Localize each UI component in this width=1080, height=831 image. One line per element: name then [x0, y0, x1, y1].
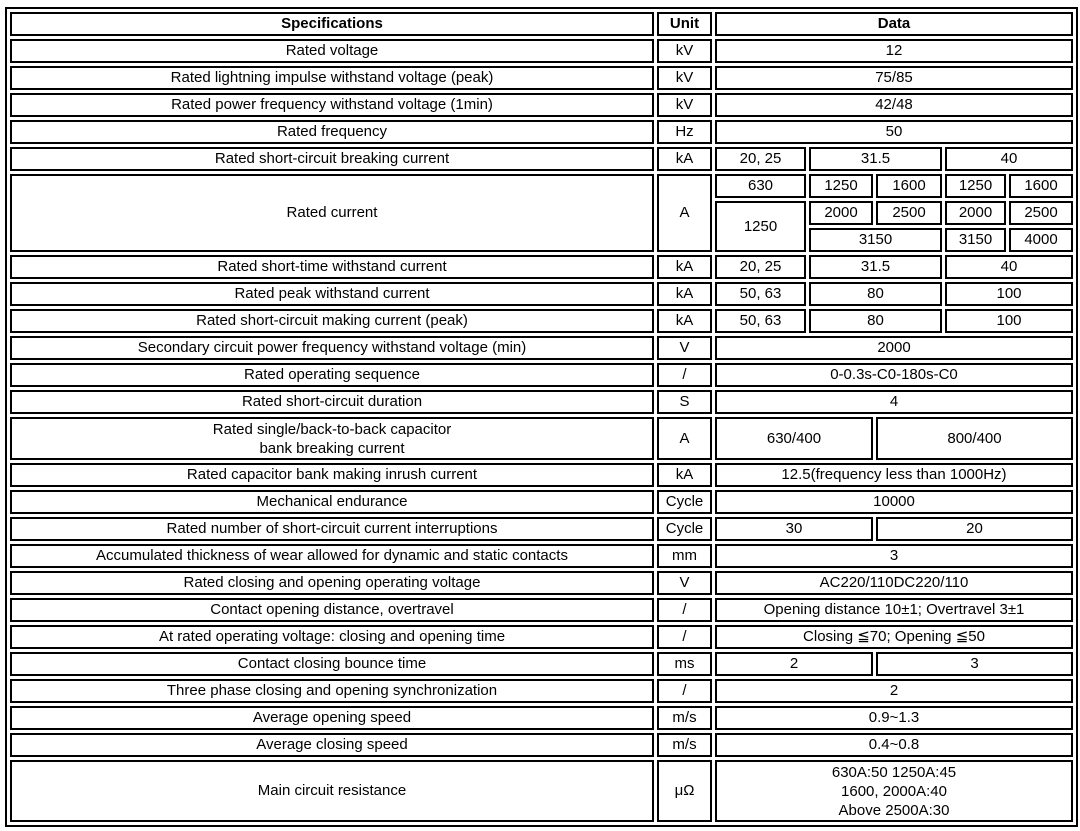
row-short-circuit-duration: [10, 390, 1073, 414]
row-peak-withstand-current: [10, 282, 1073, 306]
value-peak-withstand-current-col1: 50, 63: [715, 282, 806, 306]
spec-power-freq-voltage: Rated power frequency withstand voltage (1min): [10, 93, 654, 117]
unit-breaking-current: kA: [657, 147, 712, 171]
value-breaking-current-col1: 20, 25: [715, 147, 806, 171]
spec-bounce-time: Contact closing bounce time: [10, 652, 654, 676]
value-contact-opening: Opening distance 10±1; Overtravel 3±1: [715, 598, 1073, 622]
value-rated-current-r3c2: 3150: [945, 228, 1006, 252]
unit-power-freq-voltage: kV: [657, 93, 712, 117]
spec-contact-wear: Accumulated thickness of wear allowed for dynamic and static contacts: [10, 544, 654, 568]
value-main-circuit-resistance-line3: Above 2500A:30: [838, 801, 950, 819]
spec-opening-speed: Average opening speed: [10, 706, 654, 730]
unit-secondary-voltage: V: [657, 336, 712, 360]
unit-rated-voltage: kV: [657, 39, 712, 63]
value-short-time-current-col2: 31.5: [809, 255, 942, 279]
row-making-current: [10, 309, 1073, 333]
value-rated-current-r2c2: 2000: [809, 201, 873, 225]
spec-capacitor-breaking: [10, 417, 654, 460]
row-inrush-current: [10, 463, 1073, 487]
value-rated-current-r3c1: 3150: [809, 228, 942, 252]
value-rated-current-r1c1: 630: [715, 174, 806, 198]
row-short-time-current: [10, 255, 1073, 279]
row-mechanical-endurance: [10, 490, 1073, 514]
value-capacitor-breaking-right: 800/400: [876, 417, 1073, 460]
value-closing-opening-time: Closing ≦70; Opening ≦50: [715, 625, 1073, 649]
row-interruptions: [10, 517, 1073, 541]
unit-contact-opening: /: [657, 598, 712, 622]
row-operating-voltage: [10, 571, 1073, 595]
row-rated-current-1: [10, 174, 1073, 198]
value-rated-voltage: 12: [715, 39, 1073, 63]
value-mechanical-endurance: 10000: [715, 490, 1073, 514]
unit-rated-frequency: Hz: [657, 120, 712, 144]
spec-making-current: Rated short-circuit making current (peak): [10, 309, 654, 333]
spec-interruptions: Rated number of short-circuit current interruptions: [10, 517, 654, 541]
specifications-table: [5, 7, 1078, 827]
value-breaking-current-col3: 40: [945, 147, 1073, 171]
value-inrush-current: 12.5(frequency less than 1000Hz): [715, 463, 1073, 487]
unit-short-circuit-duration: S: [657, 390, 712, 414]
value-rated-current-r1c3: 1600: [876, 174, 942, 198]
unit-impulse-voltage: kV: [657, 66, 712, 90]
row-main-circuit-resistance: [10, 760, 1073, 822]
row-closing-speed: [10, 733, 1073, 757]
value-impulse-voltage: 75/85: [715, 66, 1073, 90]
value-short-circuit-duration: 4: [715, 390, 1073, 414]
value-rated-current-r2c4: 2000: [945, 201, 1006, 225]
spec-rated-current: Rated current: [10, 174, 654, 252]
value-closing-speed: 0.4~0.8: [715, 733, 1073, 757]
spec-capacitor-breaking-line1: Rated single/back-to-back capacitor: [212, 420, 452, 438]
row-power-freq-voltage: [10, 93, 1073, 117]
value-making-current-col3: 100: [945, 309, 1073, 333]
spec-short-circuit-duration: Rated short-circuit duration: [10, 390, 654, 414]
value-rated-current-r2c5: 2500: [1009, 201, 1073, 225]
value-rated-current-r2c3: 2500: [876, 201, 942, 225]
unit-opening-speed: m/s: [657, 706, 712, 730]
value-synchronization: 2: [715, 679, 1073, 703]
col-header-unit: Unit: [657, 12, 712, 36]
spec-synchronization: Three phase closing and opening synchronization: [10, 679, 654, 703]
unit-rated-current: A: [657, 174, 712, 252]
row-closing-opening-time: [10, 625, 1073, 649]
spec-rated-frequency: Rated frequency: [10, 120, 654, 144]
value-rated-current-r1c5: 1600: [1009, 174, 1073, 198]
spec-rated-voltage: Rated voltage: [10, 39, 654, 63]
value-contact-wear: 3: [715, 544, 1073, 568]
value-rated-current-r1c2: 1250: [809, 174, 873, 198]
unit-operating-voltage: V: [657, 571, 712, 595]
value-short-time-current-col1: 20, 25: [715, 255, 806, 279]
row-opening-speed: [10, 706, 1073, 730]
value-operating-voltage: AC220/110DC220/110: [715, 571, 1073, 595]
value-secondary-voltage: 2000: [715, 336, 1073, 360]
value-power-freq-voltage: 42/48: [715, 93, 1073, 117]
spec-closing-opening-time: At rated operating voltage: closing and opening time: [10, 625, 654, 649]
row-contact-wear: [10, 544, 1073, 568]
value-rated-frequency: 50: [715, 120, 1073, 144]
value-rated-current-r2c1: 1250: [715, 201, 806, 252]
value-capacitor-breaking-left: 630/400: [715, 417, 873, 460]
unit-interruptions: Cycle: [657, 517, 712, 541]
value-making-current-col2: 80: [809, 309, 942, 333]
row-rated-frequency: [10, 120, 1073, 144]
spec-short-time-current: Rated short-time withstand current: [10, 255, 654, 279]
unit-inrush-current: kA: [657, 463, 712, 487]
value-interruptions-right: 20: [876, 517, 1073, 541]
unit-short-time-current: kA: [657, 255, 712, 279]
spec-main-circuit-resistance: Main circuit resistance: [10, 760, 654, 822]
unit-operating-sequence: /: [657, 363, 712, 387]
value-interruptions-left: 30: [715, 517, 873, 541]
unit-main-circuit-resistance: μΩ: [657, 760, 712, 822]
unit-mechanical-endurance: Cycle: [657, 490, 712, 514]
value-main-circuit-resistance-line1: 630A:50 1250A:45: [831, 763, 957, 781]
value-bounce-time-right: 3: [876, 652, 1073, 676]
col-header-specifications: Specifications: [10, 12, 654, 36]
value-bounce-time-left: 2: [715, 652, 873, 676]
row-capacitor-breaking: [10, 417, 1073, 460]
value-rated-current-r1c4: 1250: [945, 174, 1006, 198]
unit-closing-opening-time: /: [657, 625, 712, 649]
row-bounce-time: [10, 652, 1073, 676]
spec-peak-withstand-current: Rated peak withstand current: [10, 282, 654, 306]
spec-secondary-voltage: Secondary circuit power frequency withstand voltage (min): [10, 336, 654, 360]
row-breaking-current: [10, 147, 1073, 171]
value-main-circuit-resistance-line2: 1600, 2000A:40: [841, 782, 947, 800]
value-peak-withstand-current-col2: 80: [809, 282, 942, 306]
row-synchronization: [10, 679, 1073, 703]
value-rated-current-r3c3: 4000: [1009, 228, 1073, 252]
spec-mechanical-endurance: Mechanical endurance: [10, 490, 654, 514]
value-making-current-col1: 50, 63: [715, 309, 806, 333]
unit-closing-speed: m/s: [657, 733, 712, 757]
row-secondary-voltage: [10, 336, 1073, 360]
unit-synchronization: /: [657, 679, 712, 703]
row-impulse-voltage: [10, 66, 1073, 90]
unit-bounce-time: ms: [657, 652, 712, 676]
value-short-time-current-col3: 40: [945, 255, 1073, 279]
spec-breaking-current: Rated short-circuit breaking current: [10, 147, 654, 171]
value-peak-withstand-current-col3: 100: [945, 282, 1073, 306]
value-opening-speed: 0.9~1.3: [715, 706, 1073, 730]
spec-operating-sequence: Rated operating sequence: [10, 363, 654, 387]
row-operating-sequence: [10, 363, 1073, 387]
spec-inrush-current: Rated capacitor bank making inrush current: [10, 463, 654, 487]
row-contact-opening: [10, 598, 1073, 622]
unit-making-current: kA: [657, 309, 712, 333]
header-row: [10, 12, 1073, 36]
spec-operating-voltage: Rated closing and opening operating voltage: [10, 571, 654, 595]
spec-contact-opening: Contact opening distance, overtravel: [10, 598, 654, 622]
row-rated-voltage: [10, 39, 1073, 63]
unit-contact-wear: mm: [657, 544, 712, 568]
unit-capacitor-breaking: A: [657, 417, 712, 460]
unit-peak-withstand-current: kA: [657, 282, 712, 306]
value-breaking-current-col2: 31.5: [809, 147, 942, 171]
col-header-data: Data: [715, 12, 1073, 36]
spec-impulse-voltage: Rated lightning impulse withstand voltage (peak): [10, 66, 654, 90]
value-operating-sequence: 0-0.3s-C0-180s-C0: [715, 363, 1073, 387]
value-main-circuit-resistance: [715, 760, 1073, 822]
spec-closing-speed: Average closing speed: [10, 733, 654, 757]
spec-capacitor-breaking-line2: bank breaking current: [259, 439, 405, 457]
